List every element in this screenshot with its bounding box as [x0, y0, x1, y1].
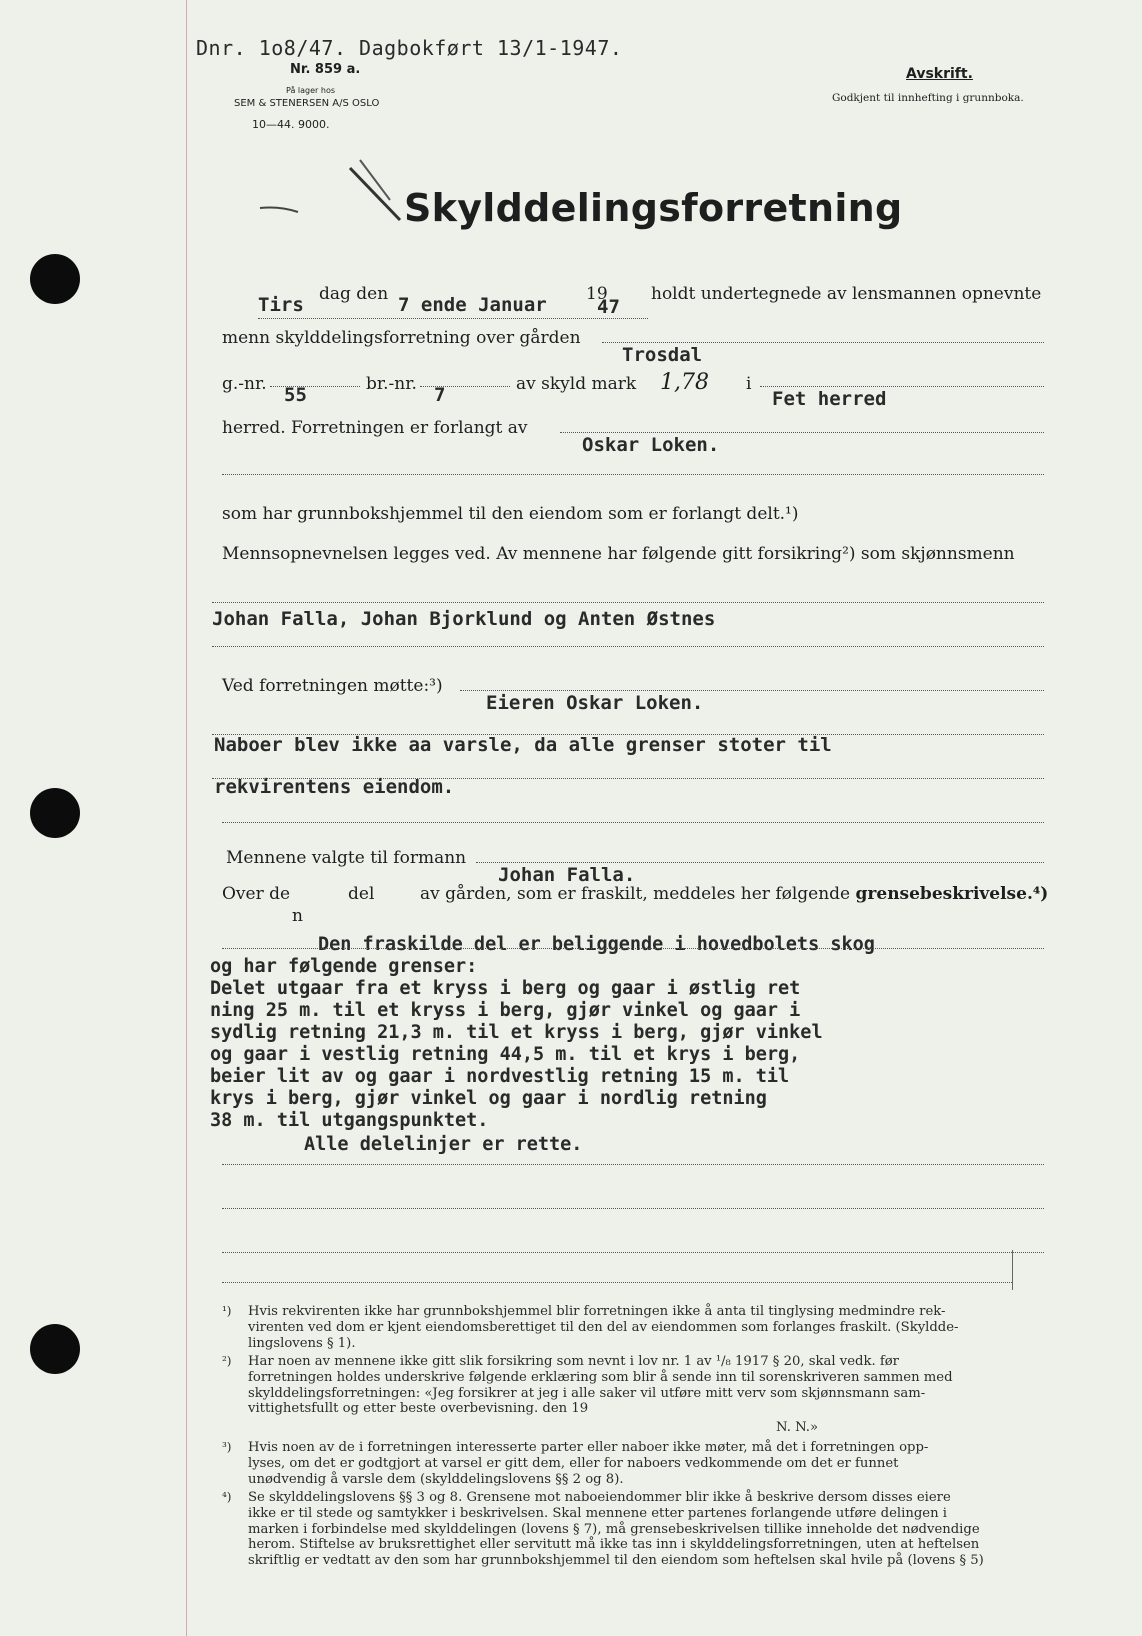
- boundary-line-6: beier lit av og gaar i nordvestlig retning 15 m. til: [210, 1066, 790, 1087]
- boundary-line-5: og gaar i vestlig retning 44,5 m. til et krys i berg,: [210, 1044, 801, 1065]
- boundary-line-0: Den fraskilde del er beliggende i hovedbolets skog: [318, 934, 875, 955]
- boundary-line-7: krys i berg, gjør vinkel og gaar i nordlig retning: [210, 1088, 767, 1109]
- boundary-line-2: Delet utgaar fra et kryss i berg og gaar i østlig ret: [210, 978, 801, 999]
- boundary-line-3: ning 25 m. til et kryss i berg, gjør vinkel og gaar i: [210, 1000, 801, 1021]
- chairman-name: Johan Falla.: [498, 864, 636, 886]
- footnote-2-mark: ²): [222, 1354, 232, 1368]
- del-label: del: [348, 884, 375, 904]
- publisher-line2: SEM & STENERSEN A/S OSLO: [234, 98, 380, 109]
- skyld-value: 1,78: [660, 370, 709, 395]
- year-prefix: 19: [586, 284, 608, 304]
- publisher-line1: På lager hos: [286, 86, 335, 95]
- date-value: 7 ende Januar: [398, 294, 547, 316]
- dag-den-label: dag den: [319, 284, 389, 304]
- hjemmel-text: som har grunnbokshjemmel til den eiendom som er forlangt delt.¹): [222, 504, 799, 524]
- boundary-line-9: Alle delelinjer er rette.: [304, 1134, 583, 1155]
- footnote-3-mark: ³): [222, 1440, 232, 1454]
- footnote-2-signature: N. N.»: [776, 1420, 819, 1435]
- boundary-line-4: sydlig retning 21,3 m. til et kryss i berg, gjør vinkel: [210, 1022, 823, 1043]
- district: Fet herred: [772, 388, 887, 410]
- footnote-3: Hvis noen av de i forretningen interesserte parter eller naboer ikke møter, må det i forretningen opp- lyses, om det er godtgjort at varsel er gitt dem, eller for naboers vedkommende om det er funnet unødvendig å varsle dem (skylddelingslovens §§ 2 og 8).: [248, 1440, 929, 1487]
- skyld-label: av skyld mark: [516, 374, 637, 394]
- farm-label: menn skylddelingsforretning over gården: [222, 328, 581, 348]
- n-mark: n: [292, 906, 303, 926]
- requester-name: Oskar Loken.: [582, 434, 720, 456]
- punch-hole-middle: [30, 788, 80, 838]
- footnote-2: Har noen av mennene ikke gitt slik forsikring som nevnt i lov nr. 1 av ¹/₈ 1917 § 20, skal vedk. før forretningen holdes underskrive følgende erklæring som blir å sende inn til sorenskriveren sammen med skylddelingsforretningen: «Jeg forsikrer at jeg i alle saker vil utføre mitt verv som skjønnsmann sam- vittighetsfullt og etter beste overbevisning. den 19: [248, 1354, 953, 1417]
- boundary-line-8: 38 m. til utgangspunktet.: [210, 1110, 489, 1131]
- footnote-1-mark: ¹): [222, 1304, 232, 1318]
- footnote-4-mark: ⁴): [222, 1490, 232, 1504]
- footnote-1: Hvis rekvirenten ikke har grunnbokshjemmel blir forretningen ikke å anta til tinglysing medmindre rek- virenten ved dom er kjent eiendomsberettiget til den del av eiendommen som forlanges fraskilt. (Skyldde- lingslovens § 1).: [248, 1304, 959, 1351]
- footnote-4: Se skylddelingslovens §§ 3 og 8. Grensene mot naboeiendommer blir ikke å beskrive dersom disses eiere ikke er til stede og samtykker i beskrivelsen. Skal mennene etter partenes forlangende utføre delingen i marken i forbindelse med skylddelingen (lovens § 7), må grensebeskrivelsen tillike inneholde det nødvendige herom. Stiftelse av bruksrettighet eller servitutt må ikke tas inn i skylddelingsforretningen, uten at heftelsen skriftlig er vedtatt av den som har grunnbokshjemmel til den eiendom som heftelsen skal hvile på (lovens § 5): [248, 1490, 984, 1569]
- assessors-text: Mennsopnevnelsen legges ved. Av mennene har følgende gitt forsikring²) som skjønnsmenn: [222, 544, 1015, 564]
- boundary-intro: av gården, som er fraskilt, meddeles her følgende grensebeskrivelse.⁴): [420, 884, 1049, 904]
- document-title: Skylddelingsforretning: [404, 186, 903, 230]
- bnr-label: br.-nr.: [366, 374, 417, 394]
- attended-value: Eieren Oskar Loken.: [486, 692, 704, 714]
- attended-label: Ved forretningen møtte:³): [222, 676, 443, 696]
- chairman-label: Mennene valgte til formann: [226, 848, 467, 868]
- punch-hole-top: [30, 254, 80, 304]
- weekday: Tirs: [258, 294, 304, 316]
- punch-hole-bottom: [30, 1324, 80, 1374]
- form-number: Nr. 859 a.: [290, 62, 361, 77]
- assessor-names: Johan Falla, Johan Bjorklund og Anten Østnes: [212, 608, 716, 630]
- held-text: holdt undertegnede av lensmannen opnevnte: [651, 284, 1042, 304]
- copy-label: Avskrift.: [906, 66, 973, 82]
- i-label: i: [746, 374, 752, 394]
- handwritten-strokes: [240, 150, 420, 230]
- print-code: 10—44. 9000.: [252, 118, 330, 131]
- gnr-value: 55: [284, 384, 307, 406]
- gnr-label: g.-nr.: [222, 374, 267, 394]
- margin-rule: [186, 0, 187, 1636]
- year-value: 47: [597, 296, 620, 318]
- approval-note: Godkjent til innhefting i grunnboka.: [832, 92, 1024, 104]
- farm-name: Trosdal: [622, 344, 703, 366]
- bnr-value: 7: [434, 384, 446, 406]
- over-de-label: Over de: [222, 884, 291, 904]
- neighbours-line2: rekvirentens eiendom.: [214, 776, 455, 798]
- requested-by-label: herred. Forretningen er forlangt av: [222, 418, 528, 438]
- journal-stamp: Dnr. 1o8/47. Dagbokført 13/1-1947.: [196, 36, 623, 60]
- neighbours-line1: Naboer blev ikke aa varsle, da alle grenser stoter til: [214, 734, 832, 756]
- boundary-line-1: og har følgende grenser:: [210, 956, 478, 977]
